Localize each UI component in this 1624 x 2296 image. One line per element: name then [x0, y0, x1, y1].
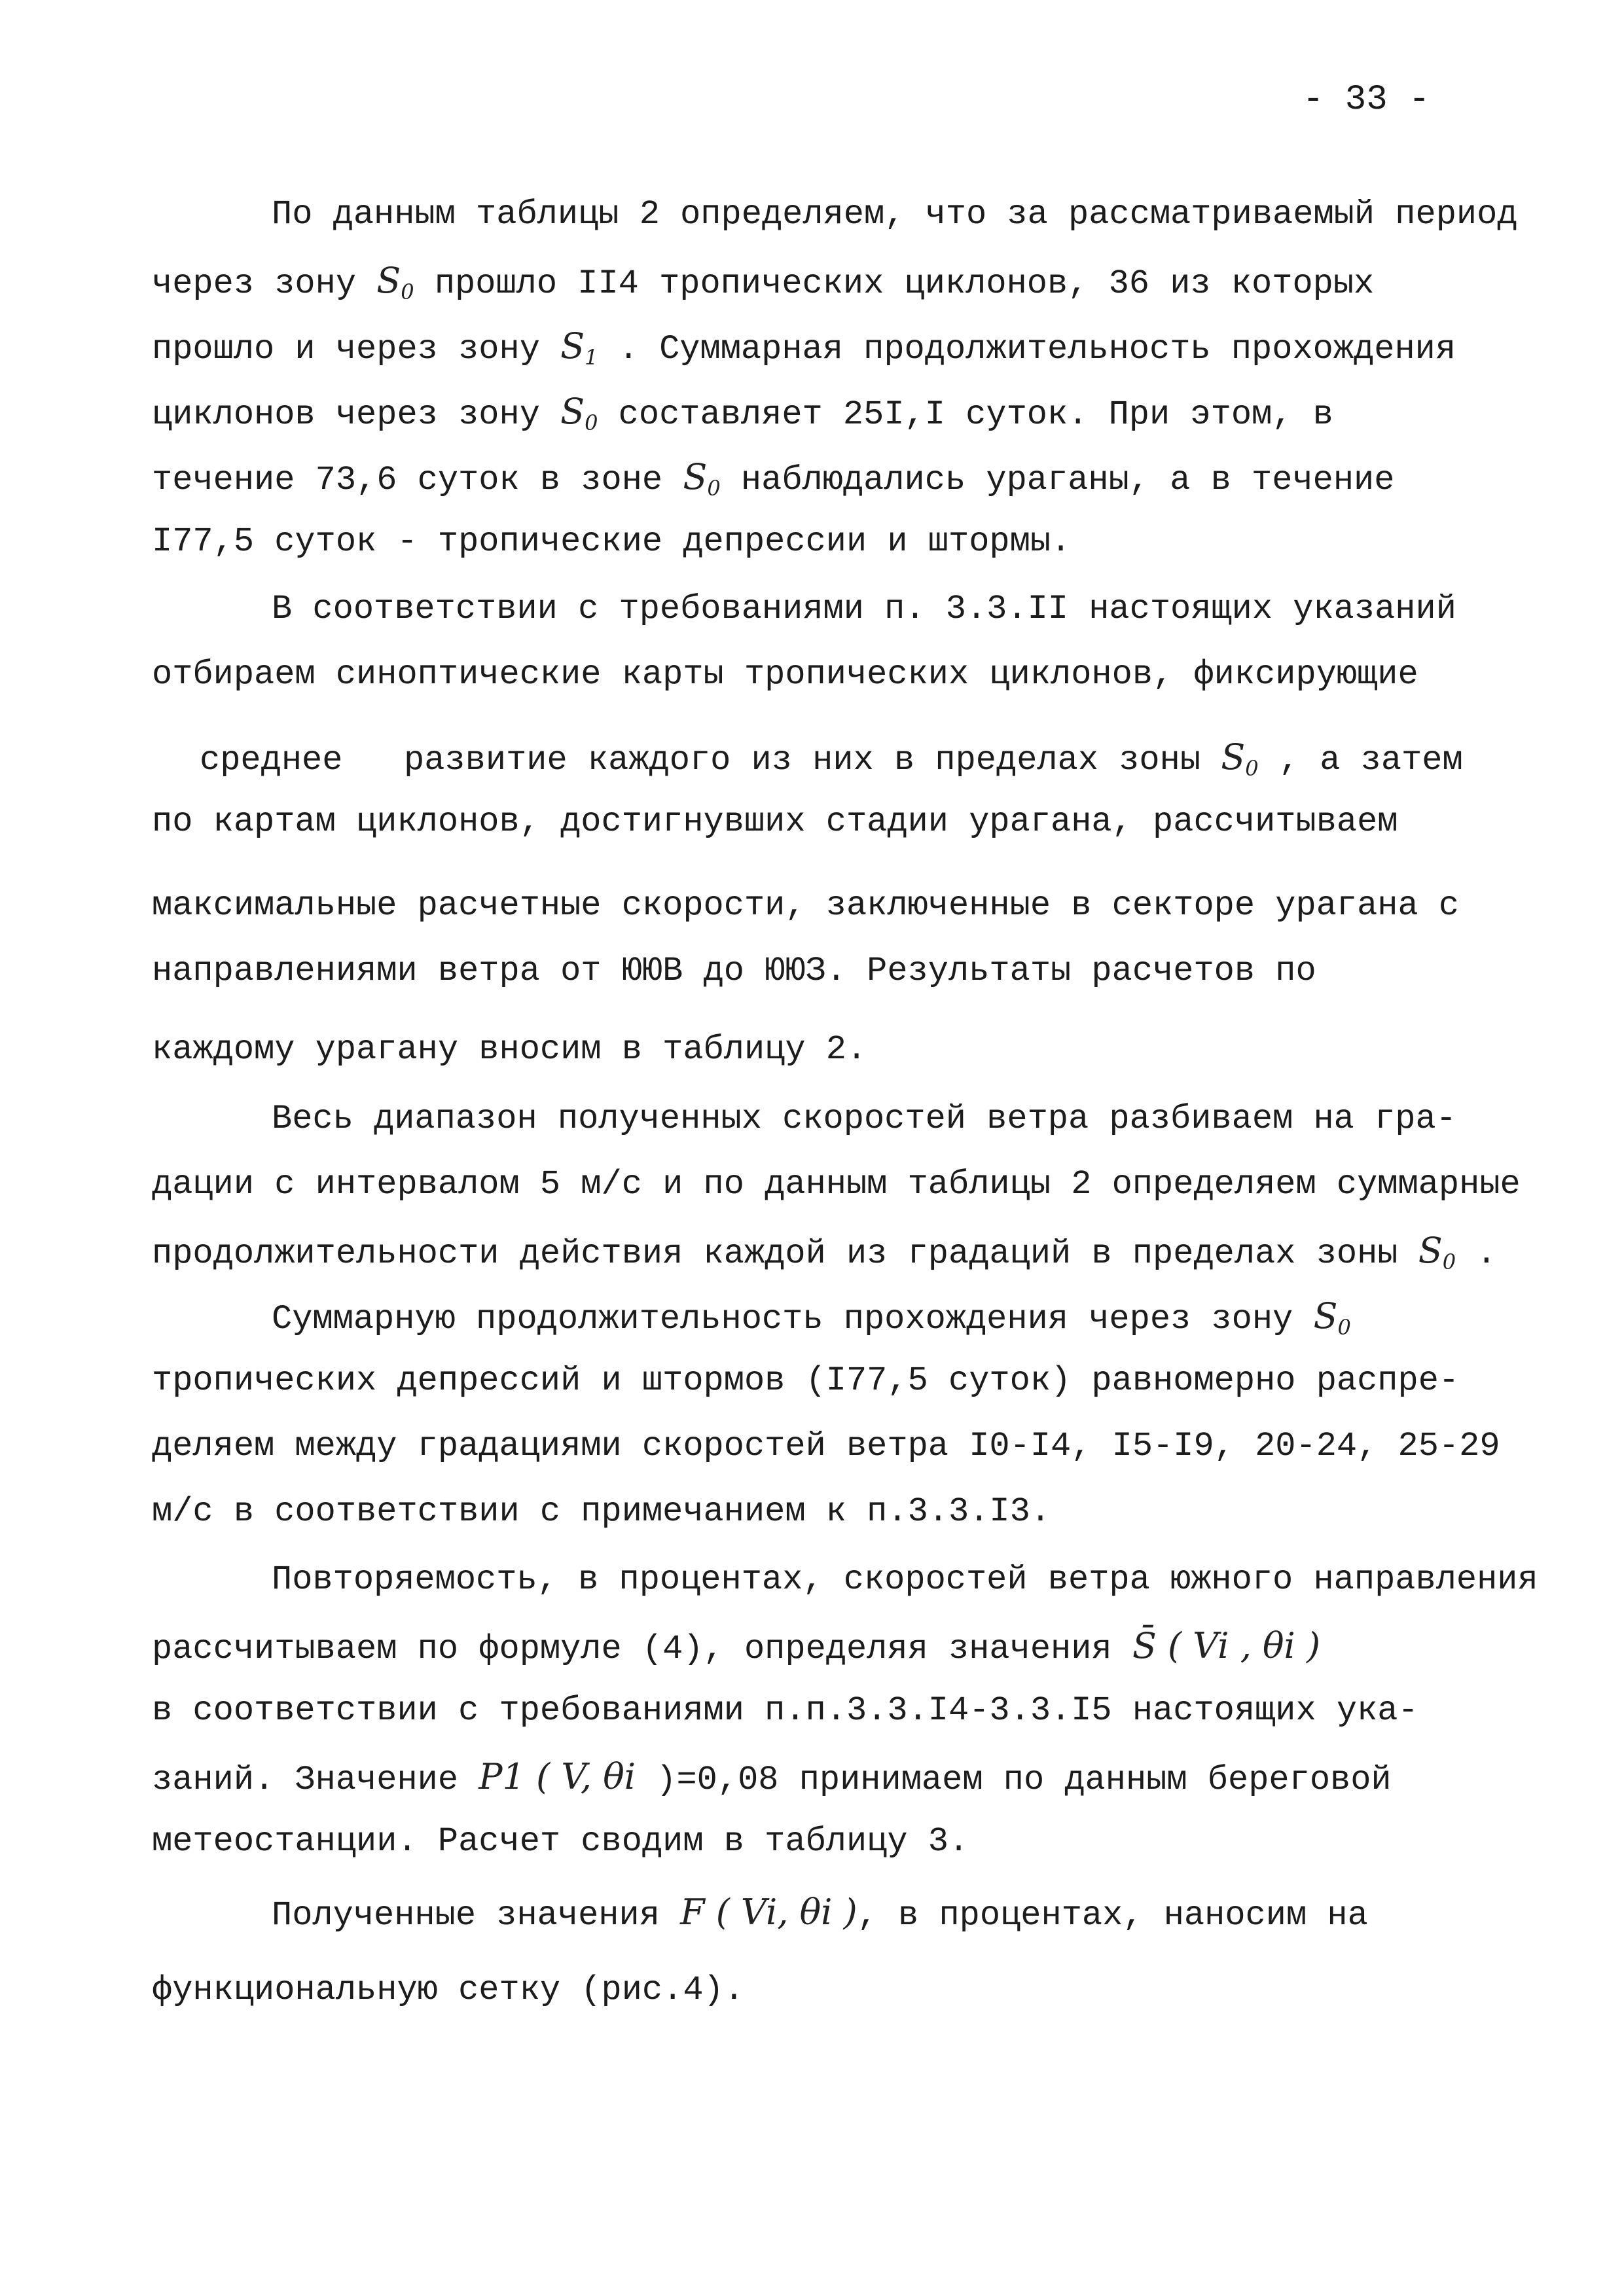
- formula-p1: P1 ( V, θi: [478, 1756, 636, 1797]
- text-line: По данным таблицы 2 определяем, что за рассматриваемый период: [272, 195, 1518, 234]
- text-line: продолжительности действия каждой из градаций в пределах зоны S0 .: [152, 1230, 1497, 1274]
- symbol-s0: S0: [1313, 1295, 1351, 1340]
- symbol-s0: S0: [1418, 1230, 1456, 1274]
- symbol-s0: S0: [1221, 736, 1259, 781]
- text-line: в соответствии с требованиями п.п.3.3.I4-3.3.I5 настоящих ука-: [152, 1691, 1418, 1730]
- text-line: Суммарную продолжительность прохождения через зону S0: [272, 1295, 1351, 1340]
- symbol-s0: S0: [376, 260, 414, 304]
- formula-s-bar: S̄ ( Vi , θi ): [1132, 1625, 1321, 1666]
- text-line: через зону S0 прошло II4 тропических циклонов, 36 из которых: [152, 260, 1375, 304]
- text-line: В соответствии с требованиями п. 3.3.II настоящих указаний: [272, 590, 1456, 628]
- text-line: направлениями ветра от ЮЮВ до ЮЮЗ. Результаты расчетов по: [152, 952, 1316, 990]
- text-line: максимальные расчетные скорости, заключенные в секторе урагана с: [152, 886, 1460, 925]
- formula-f: F ( Vi, θi ): [680, 1892, 857, 1933]
- text-line: Повторяемость, в процентах, скоростей ветра южного направления: [272, 1560, 1538, 1599]
- text-line: отбираем синоптические карты тропических циклонов, фиксирующие: [152, 655, 1418, 694]
- text-line: деляем между градациями скоростей ветра I0-I4, I5-I9, 20-24, 25-29: [152, 1427, 1500, 1465]
- text-line: м/с в соответствии с примечанием к п.3.3.I3.: [152, 1492, 1051, 1531]
- text-line: Полученные значения F ( Vi, θi ), в процентах, наносим на: [272, 1892, 1368, 1935]
- text-line: каждому урагану вносим в таблицу 2.: [152, 1030, 867, 1069]
- symbol-s0: S0: [683, 456, 721, 501]
- text-line: циклонов через зону S0 составляет 25I,I суток. При этом, в: [152, 391, 1333, 435]
- text-line: функциональную сетку (рис.4).: [152, 1971, 744, 2009]
- symbol-s0: S0: [560, 391, 598, 435]
- text-line: тропических депрессий и штормов (I77,5 суток) равномерно распре-: [152, 1361, 1460, 1400]
- symbol-s1: S1: [560, 325, 598, 370]
- text-line: по картам циклонов, достигнувших стадии урагана, рассчитываем: [152, 802, 1398, 841]
- text-line: рассчитываем по формуле (4), определяя значения S̄ ( Vi , θi ): [152, 1625, 1321, 1668]
- text-line: Весь диапазон полученных скоростей ветра разбиваем на гра-: [272, 1100, 1456, 1138]
- page-number: - 33 -: [1303, 80, 1430, 120]
- text-line: течение 73,6 суток в зоне S0 наблюдались ураганы, а в течение: [152, 456, 1395, 501]
- text-line: дации с интервалом 5 м/с и по данным таблицы 2 определяем суммарные: [152, 1165, 1521, 1204]
- text-line: заний. Значение P1 ( V, θi )=0,08 принимаем по данным береговой: [152, 1756, 1392, 1799]
- text-line: среднее развитие каждого из них в пределах зоны S0 , а затем: [200, 736, 1463, 781]
- text-line: прошло и через зону S1 . Суммарная продолжительность прохождения: [152, 325, 1456, 370]
- text-line: метеостанции. Расчет сводим в таблицу 3.: [152, 1822, 969, 1861]
- text-line: I77,5 суток - тропические депрессии и штормы.: [152, 522, 1072, 561]
